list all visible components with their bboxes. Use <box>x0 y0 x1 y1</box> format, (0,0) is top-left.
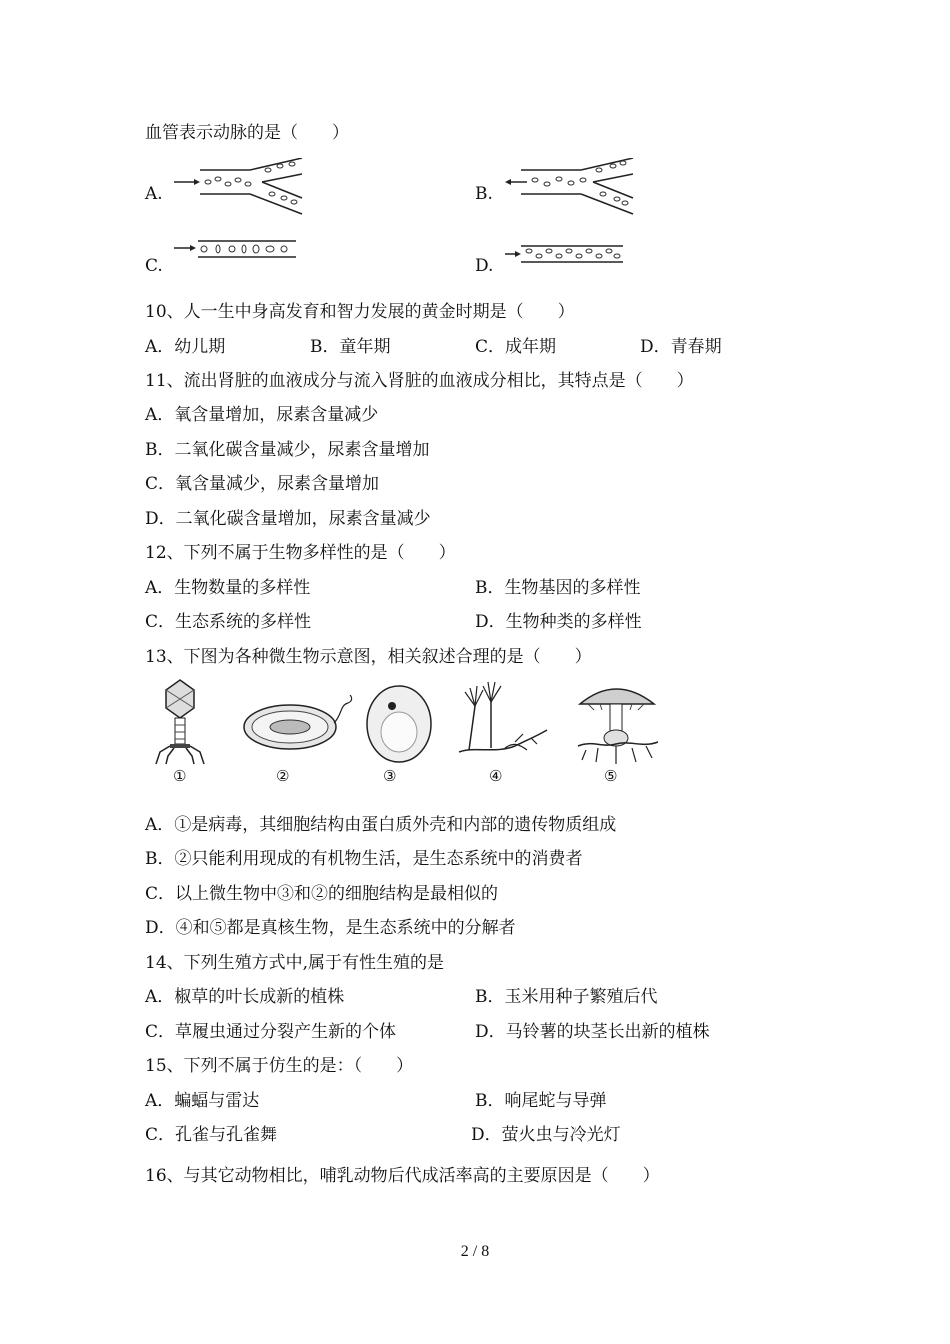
q11-option-d: D．二氧化碳含量增加，尿素含量减少 <box>145 509 431 529</box>
figure-label-3: ③ <box>383 767 397 785</box>
q10-option-d: D．青春期 <box>640 337 722 357</box>
q11-option-a: A．氧含量增加，尿素含量减少 <box>145 405 379 425</box>
bacteriophage-figure <box>150 678 210 766</box>
q15-stem: 15、下列不属于仿生的是：（ ） <box>145 1056 414 1076</box>
q10-option-c: C．成年期 <box>475 337 557 357</box>
q9-option-b-label: B. <box>475 184 493 204</box>
q9-option-a-label: A. <box>145 184 163 204</box>
vessel-diagram-a <box>172 158 307 220</box>
figure-label-2: ② <box>276 767 290 785</box>
q15-option-a: A．蝙蝠与雷达 <box>145 1091 260 1111</box>
q13-option-c: C．以上微生物中③和②的细胞结构是最相似的 <box>145 884 499 904</box>
q14-option-c: C．草履虫通过分裂产生新的个体 <box>145 1022 397 1042</box>
q15-option-c: C．孔雀与孔雀舞 <box>145 1125 278 1145</box>
q11-stem: 11、流出肾脏的血液成分与流入肾脏的血液成分相比，其特点是（ ） <box>145 371 694 391</box>
q9-option-d-label: D. <box>475 256 494 276</box>
q13-option-d: D．④和⑤都是真核生物，是生态系统中的分解者 <box>145 918 516 938</box>
q10-option-b: B．童年期 <box>310 337 391 357</box>
q12-stem: 12、下列不属于生物多样性的是（ ） <box>145 543 456 563</box>
q14-option-d: D．马铃薯的块茎长出新的植株 <box>475 1022 710 1042</box>
figure-label-4: ④ <box>489 767 503 785</box>
q12-option-a: A．生物数量的多样性 <box>145 578 311 598</box>
mushroom-figure <box>572 680 662 768</box>
figure-label-1: ① <box>173 767 187 785</box>
yeast-figure <box>362 684 437 766</box>
q10-stem: 10、人一生中身高发育和智力发展的黄金时期是（ ） <box>145 302 575 322</box>
q15-option-d: D．萤火虫与冷光灯 <box>471 1125 621 1145</box>
q13-option-a: A．①是病毒，其细胞结构由蛋白质外壳和内部的遗传物质组成 <box>145 815 617 835</box>
bacterium-figure <box>240 695 355 755</box>
vessel-diagram-c <box>172 238 300 262</box>
penicillium-figure <box>455 680 550 766</box>
q16-stem: 16、与其它动物相比，哺乳动物后代成活率高的主要原因是（ ） <box>145 1166 660 1186</box>
vessel-diagram-d <box>503 242 628 266</box>
q11-option-b: B．二氧化碳含量减少，尿素含量增加 <box>145 440 430 460</box>
q14-option-a: A．椒草的叶长成新的植株 <box>145 987 345 1007</box>
q14-stem: 14、下列生殖方式中,属于有性生殖的是 <box>145 953 445 973</box>
q9-option-c-label: C. <box>145 256 163 276</box>
figure-label-5: ⑤ <box>604 767 618 785</box>
q13-option-b: B．②只能利用现成的有机物生活，是生态系统中的消费者 <box>145 849 583 869</box>
vessel-diagram-b <box>503 158 638 220</box>
q12-option-c: C．生态系统的多样性 <box>145 612 312 632</box>
q10-option-a: A．幼儿期 <box>145 337 226 357</box>
q13-stem: 13、下图为各种微生物示意图，相关叙述合理的是（ ） <box>145 647 592 667</box>
q12-option-b: B．生物基因的多样性 <box>475 578 641 598</box>
q15-option-b: B．响尾蛇与导弹 <box>475 1091 607 1111</box>
q9-stem-tail: 血管表示动脉的是（ ） <box>145 123 349 143</box>
q14-option-b: B．玉米用种子繁殖后代 <box>475 987 658 1007</box>
q12-option-d: D．生物种类的多样性 <box>475 612 642 632</box>
page-number: 2 / 8 <box>460 1243 490 1260</box>
q11-option-c: C．氧含量减少，尿素含量增加 <box>145 474 380 494</box>
